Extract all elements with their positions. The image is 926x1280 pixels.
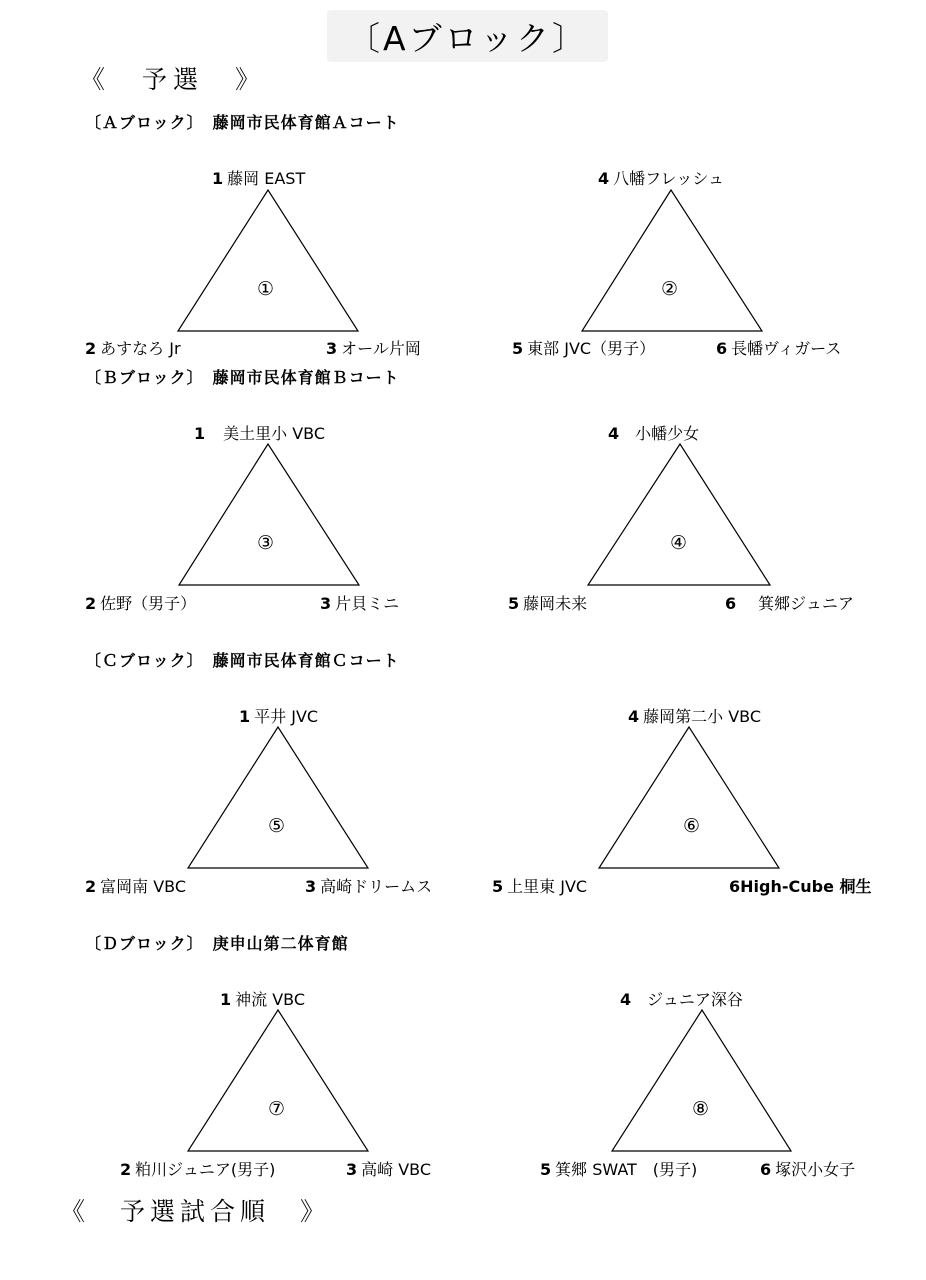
triangle-group-4 (588, 444, 770, 585)
match-number: ⑥ (683, 815, 701, 837)
triangle-group-1 (178, 190, 358, 331)
team-label: 2 あすなろ Jr (85, 339, 181, 358)
block-b-heading: 〔Ｂブロック〕 藤岡市民体育館Ｂコート (85, 368, 400, 387)
block-c-heading: 〔Ｃブロック〕 藤岡市民体育館Ｃコート (85, 651, 400, 670)
block-a-heading: 〔Ａブロック〕 藤岡市民体育館Ａコート (85, 113, 400, 132)
match-number: ⑧ (692, 1098, 710, 1120)
team-label: 6High-Cube 桐生 (729, 877, 872, 896)
triangle-group-3 (179, 444, 359, 585)
team-label: 4 ジュニア深谷 (620, 990, 743, 1009)
section-title: 《 予選 》 (80, 65, 267, 94)
block-d-heading: 〔Ｄブロック〕 庚申山第二体育館 (85, 934, 349, 953)
team-label: 4 藤岡第二小 VBC (628, 707, 762, 726)
triangle-group-2 (582, 190, 762, 331)
team-label: 1 平井 JVC (239, 707, 319, 726)
triangle-group-5 (188, 727, 368, 868)
triangle-group-6 (599, 727, 779, 868)
team-label: 5 東部 JVC（男子） (512, 339, 656, 358)
team-label: 2 富岡南 VBC (85, 877, 187, 896)
triangle-group-7 (188, 1010, 368, 1151)
match-number: ④ (670, 532, 688, 554)
match-number: ① (257, 278, 275, 300)
team-label: 5 箕郷 SWAT (男子) (540, 1160, 698, 1179)
team-label: 3 高崎 VBC (346, 1160, 432, 1179)
team-label: 4 小幡少女 (608, 424, 700, 443)
team-label: 4 八幡フレッシュ (598, 169, 725, 188)
triangle-group-8 (612, 1010, 791, 1151)
match-number: ⑦ (268, 1098, 286, 1120)
page-title: 〔Aブロック〕 (327, 10, 608, 62)
team-label: 6 箕郷ジュニア (725, 594, 854, 613)
team-label: 2 佐野（男子） (85, 594, 197, 613)
team-label: 5 藤岡未来 (508, 594, 588, 613)
team-label: 5 上里東 JVC (492, 877, 588, 896)
team-label: 1 神流 VBC (220, 990, 306, 1009)
team-label: 2 粕川ジュニア(男子) (120, 1160, 276, 1179)
team-label: 6 塚沢小女子 (760, 1160, 856, 1179)
match-number: ③ (257, 532, 275, 554)
team-label: 3 片貝ミニ (320, 594, 400, 613)
footer-title: 《 予選試合順 》 (60, 1197, 331, 1226)
team-label: 6 長幡ヴィガース (716, 339, 842, 358)
team-label: 1 美土里小 VBC (194, 424, 326, 443)
team-label: 1 藤岡 EAST (212, 169, 306, 188)
match-number: ② (661, 278, 679, 300)
match-number: ⑤ (268, 815, 286, 837)
team-label: 3 高崎ドリームス (305, 877, 433, 896)
team-label: 3 オール片岡 (326, 339, 421, 358)
